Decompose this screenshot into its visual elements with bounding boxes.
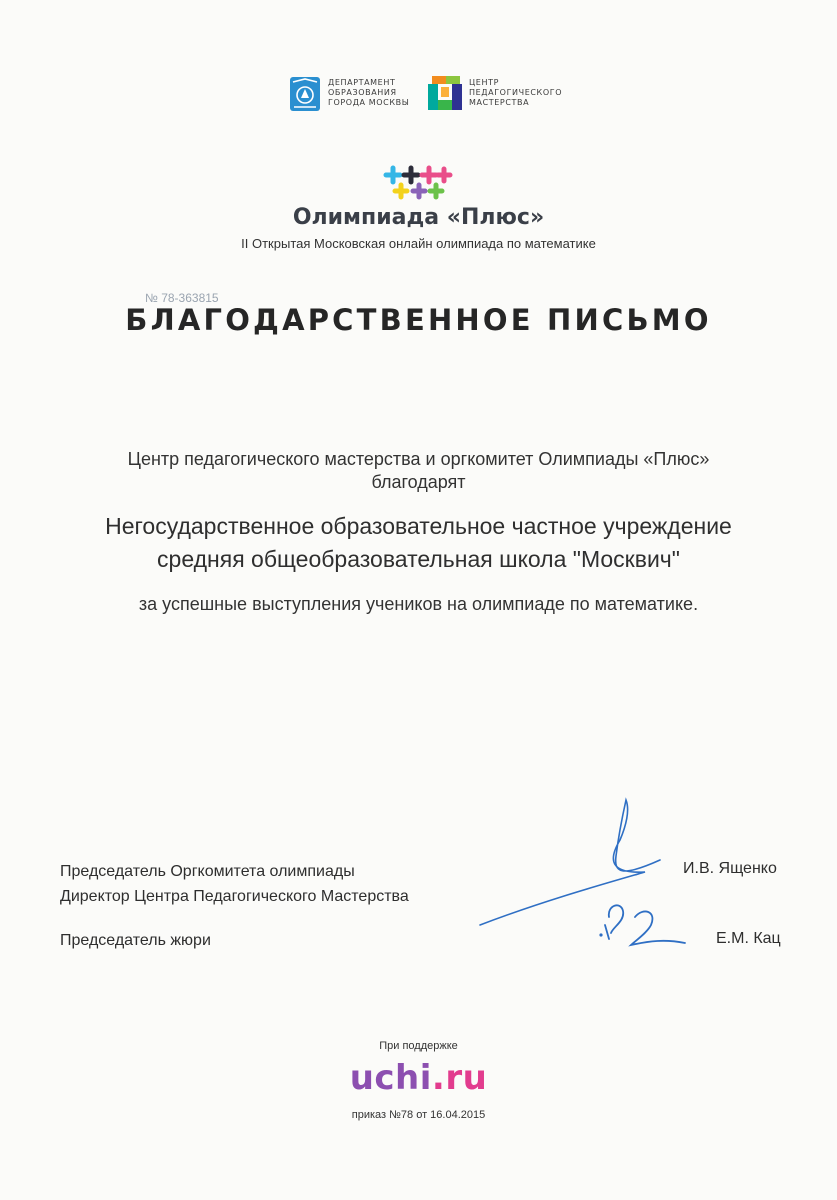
moscow-education-emblem-icon — [290, 77, 320, 111]
document-title: БЛАГОДАРСТВЕННОЕ ПИСЬМО — [125, 303, 712, 337]
reason-text: за успешные выступления учеников на олимпиаде по математике. — [138, 594, 699, 614]
dept-logo-text — [328, 78, 409, 108]
center-logo-line: МАСТЕРСТВА — [469, 98, 530, 107]
recipient-line: средняя общеобразовательная школа "Москвич" — [157, 546, 680, 572]
signatory-name: И.В. Ященко — [683, 860, 777, 877]
dept-logo-line: ДЕПАРТАМЕНТ — [328, 78, 396, 87]
pedagogical-center-logo-icon — [428, 76, 462, 110]
uchi-logo-part: uchi — [349, 1058, 432, 1098]
order-reference: приказ №78 от 16.04.2015 — [351, 1109, 486, 1121]
olympiad-plus-logo-icon — [382, 164, 454, 204]
olympiad-name: Олимпиада «Плюс» — [292, 205, 545, 230]
document-number: № 78-363815 — [145, 291, 219, 305]
dept-logo-line: ГОРОДА МОСКВЫ — [328, 98, 410, 107]
signatory-role: Председатель Оргкомитета олимпиады — [60, 863, 355, 880]
support-label: При поддержке — [379, 1040, 458, 1052]
signatory-role: Директор Центра Педагогического Мастерства — [60, 888, 409, 905]
recipient-line: Негосударственное образовательное частное учреждение — [105, 513, 732, 539]
center-logo-line: ЦЕНТР — [469, 78, 499, 87]
center-logo-text — [469, 78, 562, 108]
handwritten-signature-kats — [595, 895, 695, 955]
dept-logo-line: ОБРАЗОВАНИЯ — [328, 88, 397, 97]
olympiad-subtitle: II Открытая Московская онлайн олимпиада по математике — [241, 236, 596, 251]
center-logo-line: ПЕДАГОГИЧЕСКОГО — [469, 88, 563, 97]
uchi-logo-domain: .ru — [431, 1058, 488, 1098]
uchi-ru-logo — [0, 1058, 837, 1098]
jury-chair-name: Е.М. Кац — [716, 930, 781, 947]
from-line: Центр педагогического мастерства и оргкомитет Олимпиады «Плюс» — [127, 449, 710, 469]
jury-chair-role: Председатель жюри — [60, 932, 211, 949]
from-line: благодарят — [371, 472, 466, 492]
